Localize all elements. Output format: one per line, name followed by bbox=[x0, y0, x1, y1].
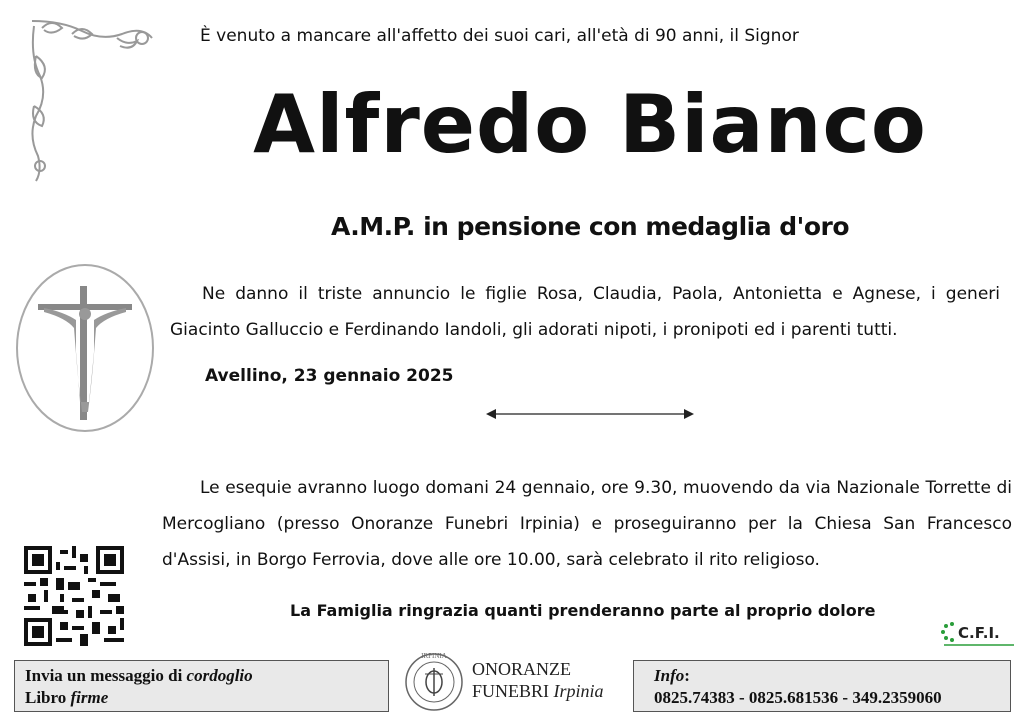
cfi-logo bbox=[940, 620, 1016, 652]
double-arrow-icon bbox=[486, 406, 694, 422]
book-prefix: Libro bbox=[25, 688, 67, 707]
family-thanks: La Famiglia ringrazia quanti prenderanno parte al proprio dolore bbox=[290, 601, 876, 620]
info-label: Info bbox=[654, 666, 685, 685]
crucifix-icon bbox=[14, 262, 156, 434]
deceased-title: A.M.P. in pensione con medaglia d'oro bbox=[330, 212, 850, 241]
condolence-box[interactable] bbox=[14, 660, 389, 712]
cfi-label: C.F.I. bbox=[958, 624, 1000, 642]
condolence-word: cordoglio bbox=[186, 666, 253, 685]
info-label-row bbox=[654, 665, 990, 687]
funeral-paragraph: Le esequie avranno luogo domani 24 gennaio, ore 9.30, muovendo da via Nazionale Torrette di Mercogliano (presso Onoranze Funebri Irpinia) e proseguiranno per la Chiesa San Francesco d'Assisi, in Borgo Ferrovia, dove alle ore 10.00, sarà celebrato il rito religioso. bbox=[162, 478, 1012, 570]
deceased-name: Alfredo Bianco bbox=[253, 78, 927, 171]
phone-numbers[interactable]: 0825.74383 - 0825.681536 - 349.2359060 bbox=[654, 688, 942, 707]
funeral-home-name bbox=[472, 658, 604, 702]
info-box bbox=[633, 660, 1011, 712]
company-line2a: FUNEBRI bbox=[472, 681, 550, 701]
qr-code-icon[interactable] bbox=[24, 546, 124, 646]
logo-text: IRPINIA bbox=[421, 652, 447, 660]
place-date: Avellino, 23 gennaio 2025 bbox=[205, 366, 454, 386]
company-line2b: Irpinia bbox=[553, 681, 604, 701]
announcement-paragraph: Ne danno il triste annuncio le figlie Rosa, Claudia, Paola, Antonietta e Agnese, i generi Giacinto Galluccio e Ferdinando Iandoli, gli adorati nipoti, i pronipoti ed i parenti tutti. bbox=[170, 284, 1000, 340]
condolence-prefix: Invia un messaggio di bbox=[25, 666, 183, 685]
guestbook-link[interactable] bbox=[25, 687, 378, 709]
intro-text: È venuto a mancare all'affetto dei suoi cari, all'età di 90 anni, il Signor bbox=[200, 26, 799, 46]
condolence-link[interactable] bbox=[25, 665, 378, 687]
company-line1: ONORANZE bbox=[472, 659, 571, 679]
info-colon: : bbox=[684, 666, 690, 685]
company-line2 bbox=[472, 680, 604, 702]
cfi-logo-icon bbox=[940, 620, 1016, 648]
funeral-home-logo-icon bbox=[403, 648, 465, 714]
book-word: firme bbox=[70, 688, 109, 707]
